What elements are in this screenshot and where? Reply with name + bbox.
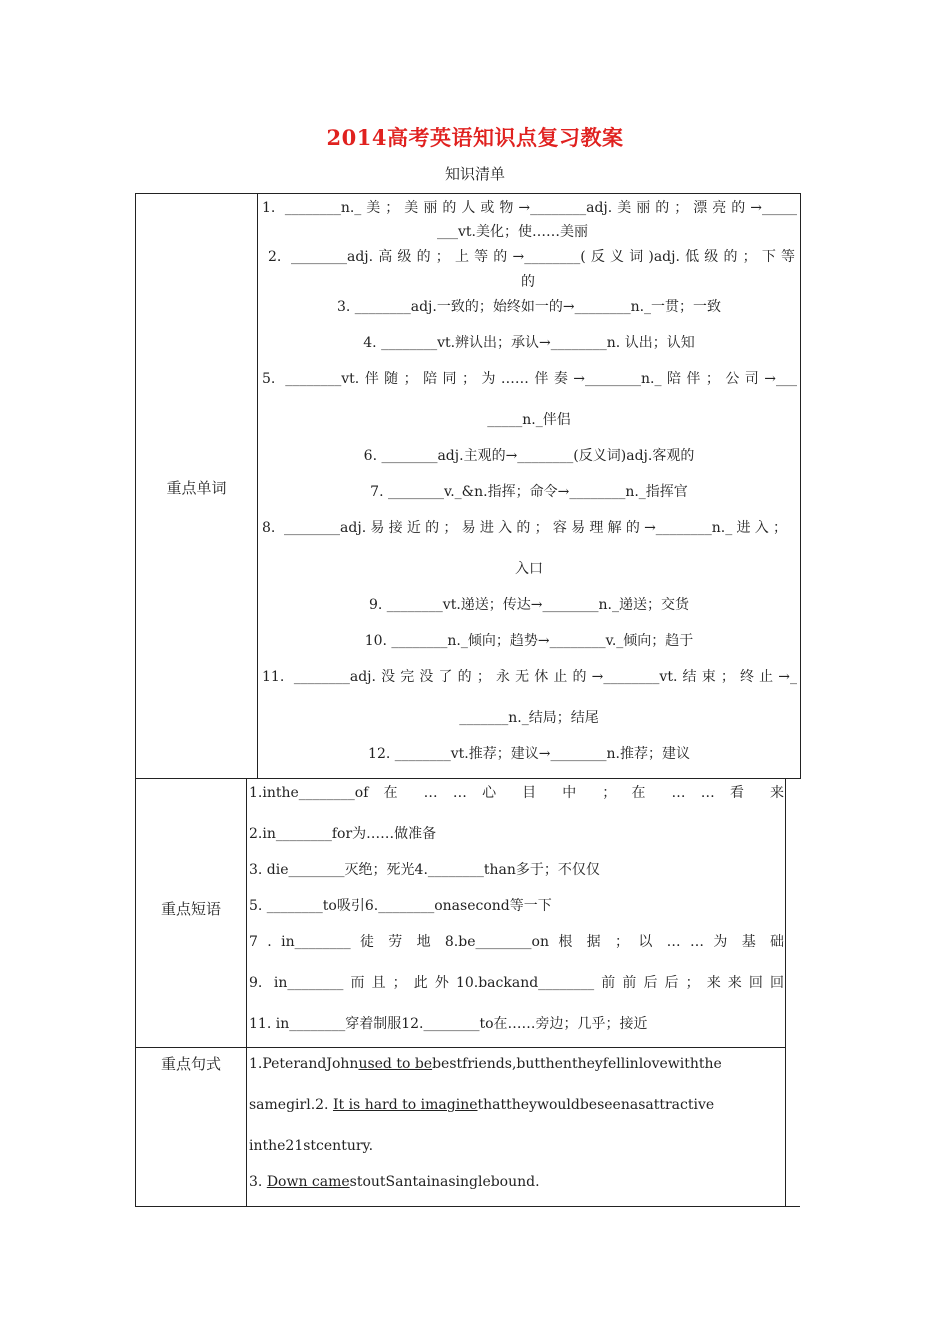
sentence-line [249,1095,714,1115]
sentence-underlined: used to be [358,1056,433,1072]
phrase-line: 3. die________灭绝；死光4.________than多于；不仅仅 [249,862,600,878]
sentence-text: 3. [249,1174,267,1190]
sentence-text: bestfriends,butthentheyfellinlovewiththe [432,1056,722,1072]
lower-right-border [785,778,786,1207]
sentence-text: 1.PeterandJohn [249,1056,359,1072]
phrases-bottom-border [135,1047,786,1048]
sentence-underlined: It is hard to imagine [332,1097,478,1113]
word-line: 3. ________adj.一致的；始终如一的→________n._一贯；一致 [336,299,722,315]
word-line: _____n._伴侣 [487,412,571,428]
word-line: 7. ________v._&n.指挥；命令→________n._指挥官 [370,484,688,500]
sentence-line: inthe21stcentury. [249,1138,374,1154]
sentence-line [249,1172,540,1192]
phrase-line: 2.in________for为……做准备 [249,826,437,842]
section-label-phrases: 重点短语 [160,900,221,918]
sentence-text: stoutSantainasinglebound. [349,1174,540,1190]
words-bottom-border [135,778,801,779]
word-line: 6. ________adj.主观的→________(反义词)adj.客观的 [363,448,695,464]
section-label-sentences: 重点句式 [160,1055,221,1073]
word-line: 9. ________vt.递送；传达→________n._递送；交货 [369,597,689,613]
word-line: 的 [521,274,535,290]
word-line: 1. ________n._美；美丽的人或物→________adj.美丽的；漂亮的→_____ [262,200,797,216]
phrase-line: 9. in________而且；此外10.backand________前前后后；来来回回 [249,975,784,991]
word-line: 12. ________vt.推荐；建议→________n.推荐；建议 [368,746,690,762]
phrase-line: 1.inthe________of 在 … … 心 目 中 ； 在 … … 看 来 [249,785,784,801]
word-line: 2. ________adj.高级的；上等的→________(反义词)adj.低级的；下等 [268,249,795,265]
section-label-words: 重点单词 [166,479,227,497]
words-right-border [800,193,801,779]
sentence-text: thattheywouldbeseenasattractive [477,1097,715,1113]
word-line: 11. ________adj.没完没了的；永无休止的→________vt.结束；终止→_ [262,669,797,685]
word-line: 8. ________adj.易接近的；易进入的；容易理解的→________n._进入； [262,520,787,536]
table-bottom-border [135,1206,800,1207]
word-line: 5. ________vt.伴随；陪同；为……伴奏→________n._陪伴；公司→___ [262,371,797,387]
phrase-line: 11. in________穿着制服12.________to在……旁边；几乎；接近 [249,1016,648,1032]
sentence-text: samegirl.2. [249,1097,333,1113]
table-top-border [135,193,801,194]
word-line: 入口 [515,561,543,577]
word-line: 10. ________n._倾向；趋势→________v._倾向；趋于 [364,633,694,649]
document-title: 2014高考英语知识点复习教案 [326,125,624,150]
word-line: 4. ________vt.辨认出；承认→________n. 认出；认知 [363,335,695,351]
word-line: ___vt.美化；使……美丽 [437,224,588,240]
word-line: _______n._结局；结尾 [459,710,599,726]
phrase-line: 5. ________to吸引6.________onasecond等一下 [249,898,552,914]
phrase-line: 7 . in________ 徒 劳 地 8.be________on 根 据 ； 以 … … 为 基 础 [249,934,784,950]
lower-column-divider [246,778,247,1207]
sentence-underlined: Down came [266,1174,350,1190]
sentence-line [249,1054,722,1074]
document-subtitle: 知识清单 [444,165,505,183]
